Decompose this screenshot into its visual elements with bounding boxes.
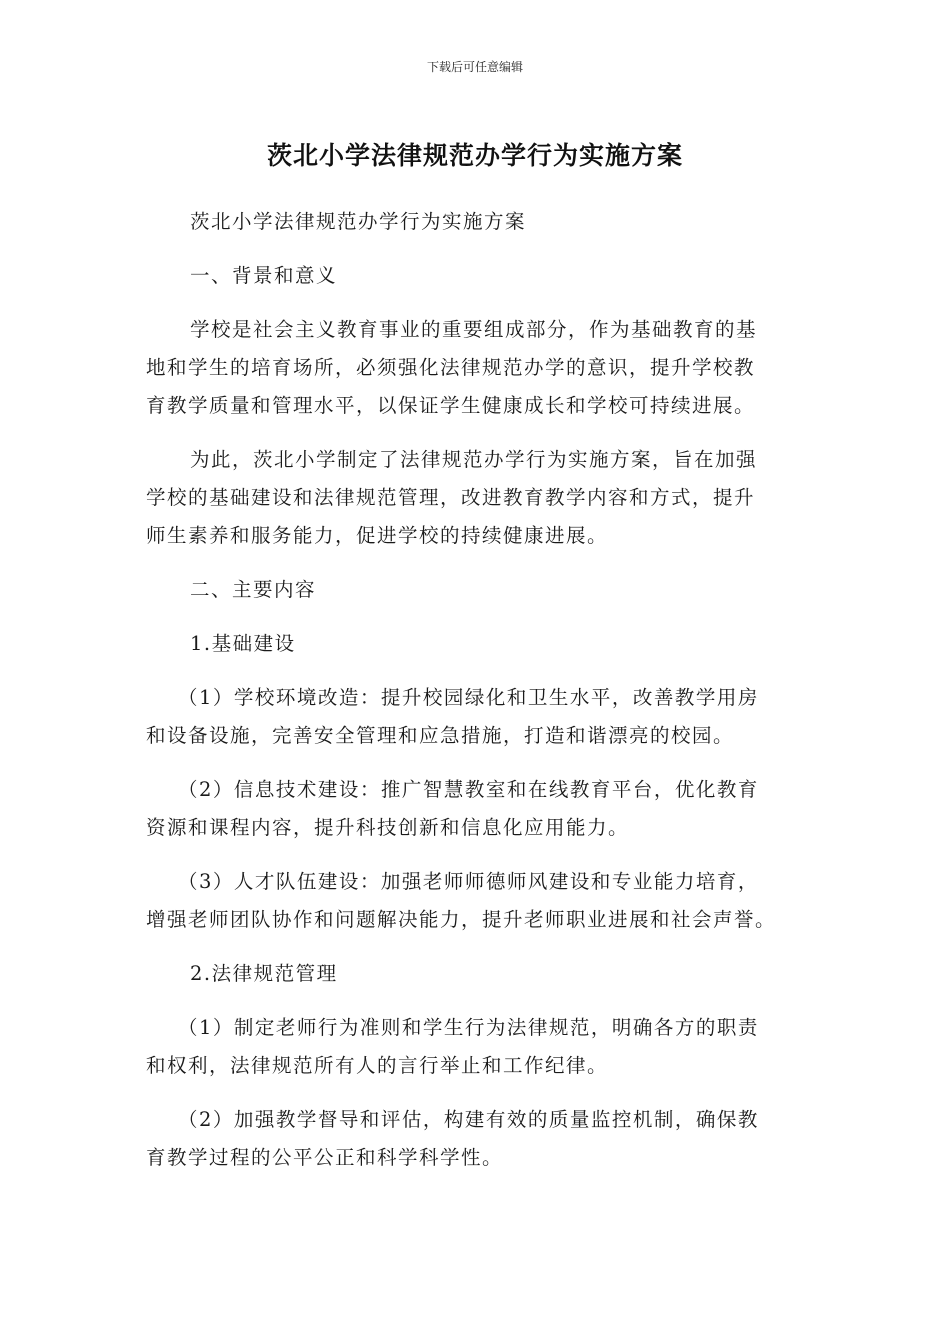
subtitle-line: 茨北小学法律规范办学行为实施方案 — [190, 210, 527, 233]
item-2-line-2: 资源和课程内容，提升科技创新和信息化应用能力。 — [146, 816, 630, 839]
document-title: 茨北小学法律规范办学行为实施方案 — [266, 141, 683, 170]
rule-item-1-line-1: （1）制定老师行为准则和学生行为法律规范，明确各方的职责 — [178, 1016, 759, 1039]
item-2-line-1: （2）信息技术建设：推广智慧教室和在线教育平台，优化教育 — [178, 778, 759, 801]
subsection-heading-1: 1.基础建设 — [190, 632, 296, 655]
rule-item-2-line-1: （2）加强教学督导和评估，构建有效的质量监控机制，确保教 — [178, 1108, 759, 1131]
paragraph-1-line-3: 育教学质量和管理水平，以保证学生健康成长和学校可持续进展。 — [146, 394, 756, 417]
section-heading-2: 二、主要内容 — [190, 578, 317, 601]
item-1-line-2: 和设备设施，完善安全管理和应急措施，打造和谐漂亮的校园。 — [146, 724, 735, 747]
header-note: 下载后可任意编辑 — [426, 60, 523, 74]
section-heading-1: 一、背景和意义 — [190, 264, 338, 287]
paragraph-2-line-1: 为此，茨北小学制定了法律规范办学行为实施方案，旨在加强 — [190, 448, 758, 471]
item-3-line-1: （3）人才队伍建设：加强老师师德师风建设和专业能力培育， — [178, 870, 759, 893]
subsection-heading-2: 2.法律规范管理 — [190, 962, 338, 985]
paragraph-1-line-2: 地和学生的培育场所，必须强化法律规范办学的意识，提升学校教 — [146, 356, 756, 379]
paragraph-2-line-3: 师生素养和服务能力，促进学校的持续健康进展。 — [146, 524, 609, 547]
item-1-line-1: （1）学校环境改造：提升校园绿化和卫生水平，改善教学用房 — [178, 686, 759, 709]
rule-item-2-line-2: 育教学过程的公平公正和科学科学性。 — [146, 1146, 504, 1169]
paragraph-1-line-1: 学校是社会主义教育事业的重要组成部分，作为基础教育的基 — [190, 318, 758, 341]
paragraph-2-line-2: 学校的基础建设和法律规范管理，改进教育教学内容和方式，提升 — [146, 486, 756, 509]
rule-item-1-line-2: 和权利，法律规范所有人的言行举止和工作纪律。 — [146, 1054, 609, 1077]
item-3-line-2: 增强老师团队协作和问题解决能力，提升老师职业进展和社会声誉。 — [146, 908, 777, 931]
